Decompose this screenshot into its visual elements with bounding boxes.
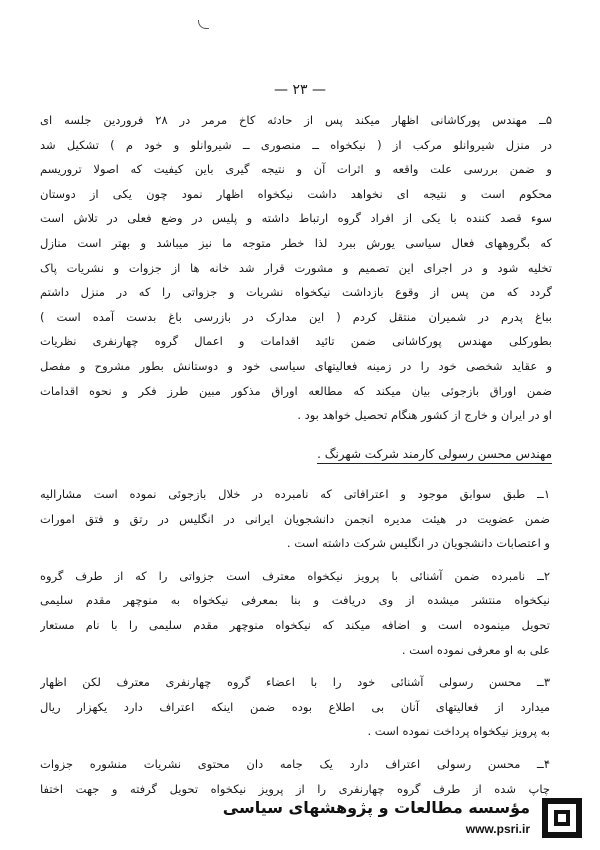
text-line: ۱ــ طبق سوابق موجود و اعترافاتی که نامبرده در خلال بازجوئی نموده است مشارالیه (40, 487, 550, 501)
text-line: تحویل مینموده است و اضافه میکند که نیکخواه منوچهر مقدم سلیمی را با نام مستعار (40, 617, 550, 632)
text-line: که بگروههای فعال سیاسی یورش ببرد لذا خطر متوجه ما نیز میباشد و بهتر است منازل (40, 235, 552, 250)
text-line: در منزل شیروانلو مرکب از ( نیکخواه ــ منصوری ــ شیروانلو و خود م ) تشکیل شد (40, 137, 552, 152)
clause-item (40, 670, 550, 744)
text-line: ۲ــ نامبرده ضمن آشنائی با پرویز نیکخواه معترف است جزواتی را که از طرف گروه (40, 568, 550, 583)
text-line: و ضمن بررسی علت واقعه و اثرات آن و نتیجه گیری باین کیفیت که اصولا تروریسم (40, 162, 552, 177)
text-line: ۵ــ مهندس پورکاشانی اظهار میکند پس از حادثه کاخ مرمر در ۲۸ فروردین جلسه ای (40, 113, 552, 127)
text-line: تخلیه شود و در اجرای این تصمیم و مشورت قرار شد خانه ها از جزوات و نشریات پاک (40, 260, 552, 275)
body-paragraph (40, 108, 552, 428)
institute-name: مؤسسه مطالعات و پژوهشهای سیاسی (222, 798, 530, 817)
text-line: ۴ــ محسن رسولی اعتراف دارد یک جامه دان محتوی نشریات منشوره جزوات (40, 756, 550, 771)
clause-item (40, 482, 550, 556)
text-line: علی به او معرفی نموده است . (401, 642, 550, 657)
text-line: ضمن اوراق بازجوئی بیان میکند که مطالعه اوراق مذکور مبین طرز فکر و نحوه اقدامات (40, 383, 552, 398)
text-line: محکوم است و نتیجه ای نخواهد داشت نیکخواه اظهار نمود چون یکی از دوستان (40, 186, 552, 201)
page-number: — ۲۳ — (274, 82, 326, 98)
text-line: گردد که من پس از وقوع بازداشت نیکخواه نشریات و جزواتی را که در منزل داشتم (40, 285, 552, 300)
institute-logo-icon (542, 798, 582, 838)
text-line: و عقاید شخصی خود را در زمینه فعالیتهای سیاسی خود و دوستانش بطور مشروح و مفصل (40, 358, 552, 373)
text-line: او در ایران و خارج از کشور هنگام تحصیل خواهد بود . (297, 408, 552, 423)
text-line: چاپ شده از طرف گروه چهارنفری را از پرویز نیکخواه تحویل گرفته و جهت اختفا (40, 781, 550, 796)
section-heading (317, 447, 552, 461)
text-line: سوء قصد کننده با یکی از افراد گروه ارتباط داشته و پلیس در وضع فعلی در تلاش است (40, 211, 552, 226)
text-line: بباغ پدرم در شمیران منتقل کردم ( این مدارک در بازرسی باغ بدست آمده است ) (40, 309, 552, 324)
text-line: نیکخواه منتشر میشده از وی دریافت و بنا بمعرفی نیکخواه به منوچهر مقدم سلیمی (40, 593, 550, 608)
text-line: ۳ــ محسن رسولی آشنائی خود را با اعضاء گروه چهارنفری معترف لکن اظهار (40, 675, 550, 690)
text-line: به پرویز نیکخواه پرداخت نموده است . (367, 724, 550, 739)
clause-item (40, 564, 550, 662)
stray-pen-mark (198, 20, 209, 29)
institute-url[interactable]: www.psri.ir (465, 822, 530, 836)
section-heading-text: مهندس محسن رسولی کارمند شرکت شهرنگ . (317, 447, 552, 464)
text-line: و اعتصابات دانشجویان در انگلیس شرکت داشته است . (286, 536, 550, 551)
footer-watermark (0, 790, 600, 850)
text-line: میدارد از فعالیتهای آنان بی اطلاع بوده ضمن اینکه اعتراف دارد یکهزار ریال (40, 699, 550, 714)
text-line: بطورکلی مهندس پورکاشانی ضمن تائید اقدامات و اعمال گروه چهارنفری نظریات (40, 334, 552, 349)
text-line: ضمن عضویت در هیئت مدیره انجمن دانشجویان ایرانی در انگلیس در رتق و فتق امورات (40, 511, 550, 526)
clause-list (40, 482, 550, 809)
